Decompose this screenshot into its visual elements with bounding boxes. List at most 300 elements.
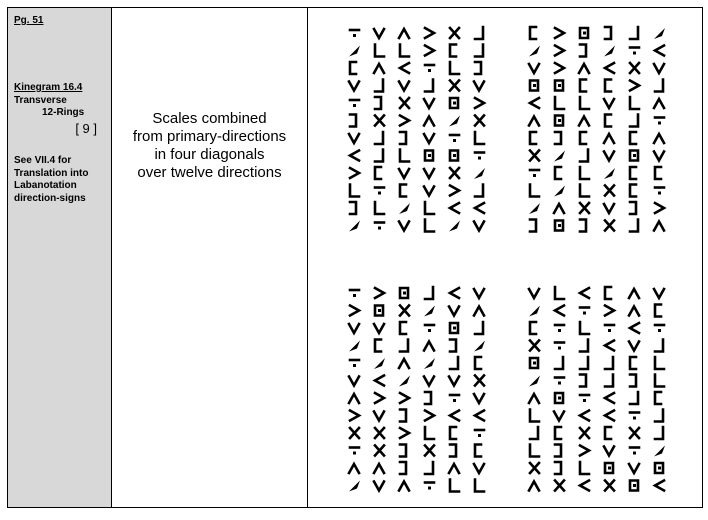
direction-sign [474,394,484,403]
direction-sign [400,306,409,316]
direction-sign [555,81,563,91]
direction-sign [399,376,410,387]
direction-sign [530,410,539,422]
direction-sign [580,411,589,421]
direction-sign [555,46,564,56]
direction-sign [605,306,614,316]
direction-sign [530,132,536,144]
direction-sign [605,481,614,491]
direction-sign [579,64,589,73]
direction-sign [605,341,614,351]
kinegram-area [308,8,702,507]
scale-description: Scales combined from primary-directions in four diagonals over twelve directions [132,110,287,181]
direction-sign [655,80,663,92]
direction-sign [630,202,636,214]
kinegram-page [7,7,703,508]
direction-sign [580,167,589,179]
direction-sign [605,463,613,473]
direction-sign [424,358,435,369]
direction-sign [630,375,636,387]
direction-sign [530,463,539,473]
direction-sign [350,100,359,107]
direction-sign [630,167,636,179]
direction-sign [425,46,434,56]
direction-sign [604,99,614,108]
direction-sign [655,463,663,473]
direction-sign [530,358,538,368]
direction-sign [375,80,383,92]
direction-sign [580,428,589,438]
direction-sign [374,482,384,491]
direction-sign [605,80,611,92]
direction-sign [655,392,661,404]
direction-sign [555,481,564,491]
direction-sign [450,151,458,161]
direction-sign [400,150,409,162]
direction-sign [580,185,589,197]
direction-sign [580,288,589,298]
direction-sign [375,376,384,386]
direction-sign [555,221,563,231]
direction-sign [350,360,359,367]
direction-sign [604,134,614,143]
direction-sign [375,116,384,126]
direction-sign [655,340,663,352]
direction-sign [349,481,360,492]
direction-sign [529,482,539,491]
direction-sign [425,151,433,161]
direction-sign [529,289,539,298]
direction-sign [425,392,431,404]
direction-sign [425,483,434,490]
direction-sign [375,150,383,162]
direction-sign [605,393,614,403]
direction-sign [630,27,638,39]
page-number: Pg. 51 [14,15,44,26]
direction-sign [400,410,406,422]
direction-sign [630,481,638,491]
direction-sign [655,325,664,332]
direction-sign [400,185,406,197]
direction-sign [450,62,459,74]
direction-sign [654,64,664,73]
direction-sign [450,288,459,298]
direction-sign [530,185,539,197]
direction-sign [555,116,563,126]
direction-sign [399,482,409,491]
direction-sign [375,223,384,230]
direction-sign [655,188,664,195]
direction-sign [400,322,406,334]
direction-sign [630,357,636,369]
direction-sign [400,445,406,457]
direction-sign [424,342,434,351]
direction-sign [605,427,611,439]
direction-sign [630,448,639,455]
direction-sign [580,45,586,57]
direction-sign [554,412,564,421]
direction-sign [475,27,483,39]
direction-sign [350,306,359,316]
direction-sign [424,377,434,386]
direction-sign [400,393,409,403]
direction-sign [580,150,588,162]
direction-sign [655,167,661,179]
direction-sign [554,204,564,213]
direction-sign [605,357,613,369]
direction-sign [349,464,359,473]
direction-sign [449,116,460,127]
direction-sign [400,288,408,298]
direction-sign [349,324,359,333]
direction-sign [425,287,433,299]
direction-sign [579,117,589,126]
direction-sign [555,427,561,439]
direction-sign [475,357,481,369]
kinegram-title: Kinegram 16.4 [14,82,83,93]
direction-sign [374,324,384,333]
direction-sign [605,325,614,332]
direction-signs-grid [308,8,702,507]
direction-sign [375,188,384,195]
direction-sign [630,413,639,420]
direction-sign [474,464,484,473]
direction-sign [374,29,384,38]
direction-sign [475,480,484,492]
direction-sign [654,134,664,143]
direction-sign [530,98,539,108]
direction-sign [450,203,459,213]
direction-sign [530,81,538,91]
direction-sign [655,481,664,491]
direction-sign [529,203,540,214]
direction-sign [655,203,664,213]
direction-sign [450,98,458,108]
direction-sign [630,428,639,438]
direction-sign [349,394,359,403]
direction-sign [580,308,589,315]
direction-sign [474,341,485,352]
direction-sign [555,306,564,316]
direction-sign [654,446,665,457]
direction-sign [554,186,565,197]
direction-sign [630,151,638,161]
direction-sign [475,430,484,437]
direction-sign [655,410,663,422]
direction-sign [375,340,381,352]
direction-sign [399,203,410,214]
direction-sign [654,289,664,298]
direction-sign [350,62,356,74]
kinegram-subtitle-line1: Transverse [14,95,67,106]
direction-sign [655,357,664,369]
direction-sign [400,428,409,438]
direction-sign [475,116,484,126]
direction-sign [555,445,561,457]
direction-sign [424,306,435,317]
direction-sign [425,427,434,439]
direction-sign [350,202,356,214]
direction-sign [475,185,483,197]
direction-sign [605,375,613,387]
direction-sign [604,168,615,179]
direction-sign [450,81,459,91]
direction-sign [630,63,639,73]
direction-sign [655,118,664,125]
direction-sign [375,393,384,403]
direction-sign [530,322,536,334]
direction-sign [605,63,614,73]
direction-sign [530,427,538,439]
direction-sign [375,428,384,438]
direction-sign [449,464,459,473]
direction-sign [474,222,484,231]
direction-sign [400,98,409,108]
direction-sign [630,132,636,144]
direction-sign [655,427,663,439]
direction-sign [475,153,484,160]
direction-sign [375,202,384,214]
direction-sign [475,411,484,421]
direction-sign [555,167,561,179]
kinegram-subtitle-line2: 12-Rings [42,107,85,118]
direction-sign [580,28,588,38]
direction-sign [374,412,384,421]
direction-sign [424,117,434,126]
direction-sign [424,134,434,143]
direction-sign [425,220,434,232]
direction-sign [655,305,661,317]
direction-sign [349,377,359,386]
direction-sign [399,169,409,178]
direction-sign [580,132,586,144]
direction-sign [530,445,539,457]
direction-sign [630,97,639,109]
direction-sign [580,481,589,491]
direction-sign [475,203,484,213]
direction-sign [400,116,409,126]
direction-sign [629,289,639,298]
direction-sign [605,115,611,127]
direction-sign [529,306,540,317]
direction-sign [475,445,481,457]
direction-sign [580,375,586,387]
direction-sign [450,45,456,57]
direction-sign [580,322,589,334]
direction-sign [555,325,564,332]
direction-sign [399,29,409,38]
direction-sign [449,307,459,316]
translation-note: See VII.4 for Translation into Labanotation direction-signs [14,155,89,204]
direction-sign [449,221,460,232]
direction-sign [400,63,409,73]
direction-sign [425,462,433,474]
direction-sign [374,464,384,473]
direction-sign [399,359,409,368]
direction-sign [555,343,564,350]
direction-sign [425,80,433,92]
direction-sign [604,46,615,57]
direction-sign [374,64,384,73]
direction-sign [399,82,409,91]
direction-sign [654,152,664,161]
direction-sign [605,221,614,231]
direction-sign [530,170,539,177]
direction-sign [654,28,665,39]
direction-sign [629,307,639,316]
direction-sign [400,132,406,144]
direction-sign [580,220,586,232]
direction-sign [580,340,588,352]
direction-sign [375,45,384,57]
direction-sign [375,288,384,298]
direction-sign [399,222,409,231]
direction-sign [530,341,539,351]
direction-sign [350,448,359,455]
direction-sign [349,82,359,91]
direction-sign [654,99,664,108]
direction-sign [449,377,459,386]
direction-sign [350,411,359,421]
direction-sign [580,357,588,369]
direction-sign [350,168,359,178]
direction-sign [450,186,459,196]
direction-sign [630,323,639,333]
direction-sign [350,185,359,197]
direction-sign [555,28,564,38]
direction-sign [424,187,434,196]
direction-sign [555,63,564,73]
direction-sign [450,28,459,38]
direction-sign [475,322,483,334]
direction-sign [374,358,385,369]
direction-sign [630,392,638,404]
direction-sign [424,169,434,178]
direction-sign [529,394,539,403]
direction-sign [630,185,636,197]
direction-sign [475,62,481,74]
direction-sign [350,428,359,438]
direction-sign [475,98,484,108]
direction-sign [425,65,434,72]
direction-sign [400,45,409,57]
direction-sign [629,342,639,351]
direction-sign [375,306,383,316]
direction-sign [450,411,459,421]
direction-sign [425,28,434,38]
direction-sign [605,186,614,196]
description-column [112,8,308,507]
direction-sign [400,462,406,474]
direction-sign [580,80,586,92]
direction-sign [349,46,360,57]
direction-sign [604,152,614,161]
direction-sign [580,395,589,402]
direction-sign [400,340,408,352]
info-column [8,8,112,507]
direction-sign [450,427,456,439]
direction-sign [349,134,359,143]
direction-sign [580,446,589,456]
direction-sign [554,151,565,162]
direction-sign [555,357,563,369]
direction-sign [529,376,540,387]
direction-sign [555,462,561,474]
direction-sign [555,393,563,403]
direction-sign [580,203,589,213]
direction-sign [350,115,356,127]
direction-sign [450,135,459,142]
direction-sign [630,220,638,232]
direction-sign [555,378,564,385]
direction-sign [450,395,459,402]
direction-sign [605,411,614,421]
direction-sign [654,222,664,231]
direction-sign [555,287,564,299]
direction-sign [375,167,381,179]
direction-sign [530,151,539,161]
direction-sign [425,446,434,456]
direction-sign [530,27,536,39]
direction-sign [475,132,484,144]
direction-sign [630,81,639,91]
direction-sign [474,289,484,298]
direction-sign [529,46,540,57]
direction-sign [375,132,383,144]
direction-sign [450,340,456,352]
direction-sign [655,46,664,56]
direction-sign [529,64,539,73]
direction-sign [425,325,434,332]
direction-sign [450,357,458,369]
direction-sign [475,45,483,57]
direction-sign [474,82,484,91]
direction-sign [450,480,459,492]
direction-sign [529,117,539,126]
direction-sign [604,447,614,456]
direction-sign [350,30,359,37]
direction-sign [349,341,360,352]
direction-sign [555,132,561,144]
direction-sign [450,323,458,333]
direction-sign [605,287,611,299]
direction-sign [424,99,434,108]
direction-sign [629,464,639,473]
direction-sign [474,307,484,316]
direction-sign [425,411,434,421]
direction-sign [450,445,456,457]
direction-sign [580,97,589,109]
direction-sign [350,290,359,297]
direction-sign [375,97,381,109]
direction-sign [350,151,359,161]
direction-sign [630,115,638,127]
direction-sign [580,462,589,474]
direction-sign [474,168,485,179]
direction-sign [630,48,639,55]
direction-sign [530,220,536,232]
direction-sign [555,97,564,109]
direction-sign [605,27,611,39]
direction-sign [450,168,459,178]
direction-sign [375,446,384,456]
direction-sign [475,376,484,386]
kinegram-number: [ 9 ] [75,121,97,136]
direction-sign [655,375,664,387]
direction-sign [604,204,614,213]
direction-sign [349,221,360,232]
direction-sign [425,202,434,214]
